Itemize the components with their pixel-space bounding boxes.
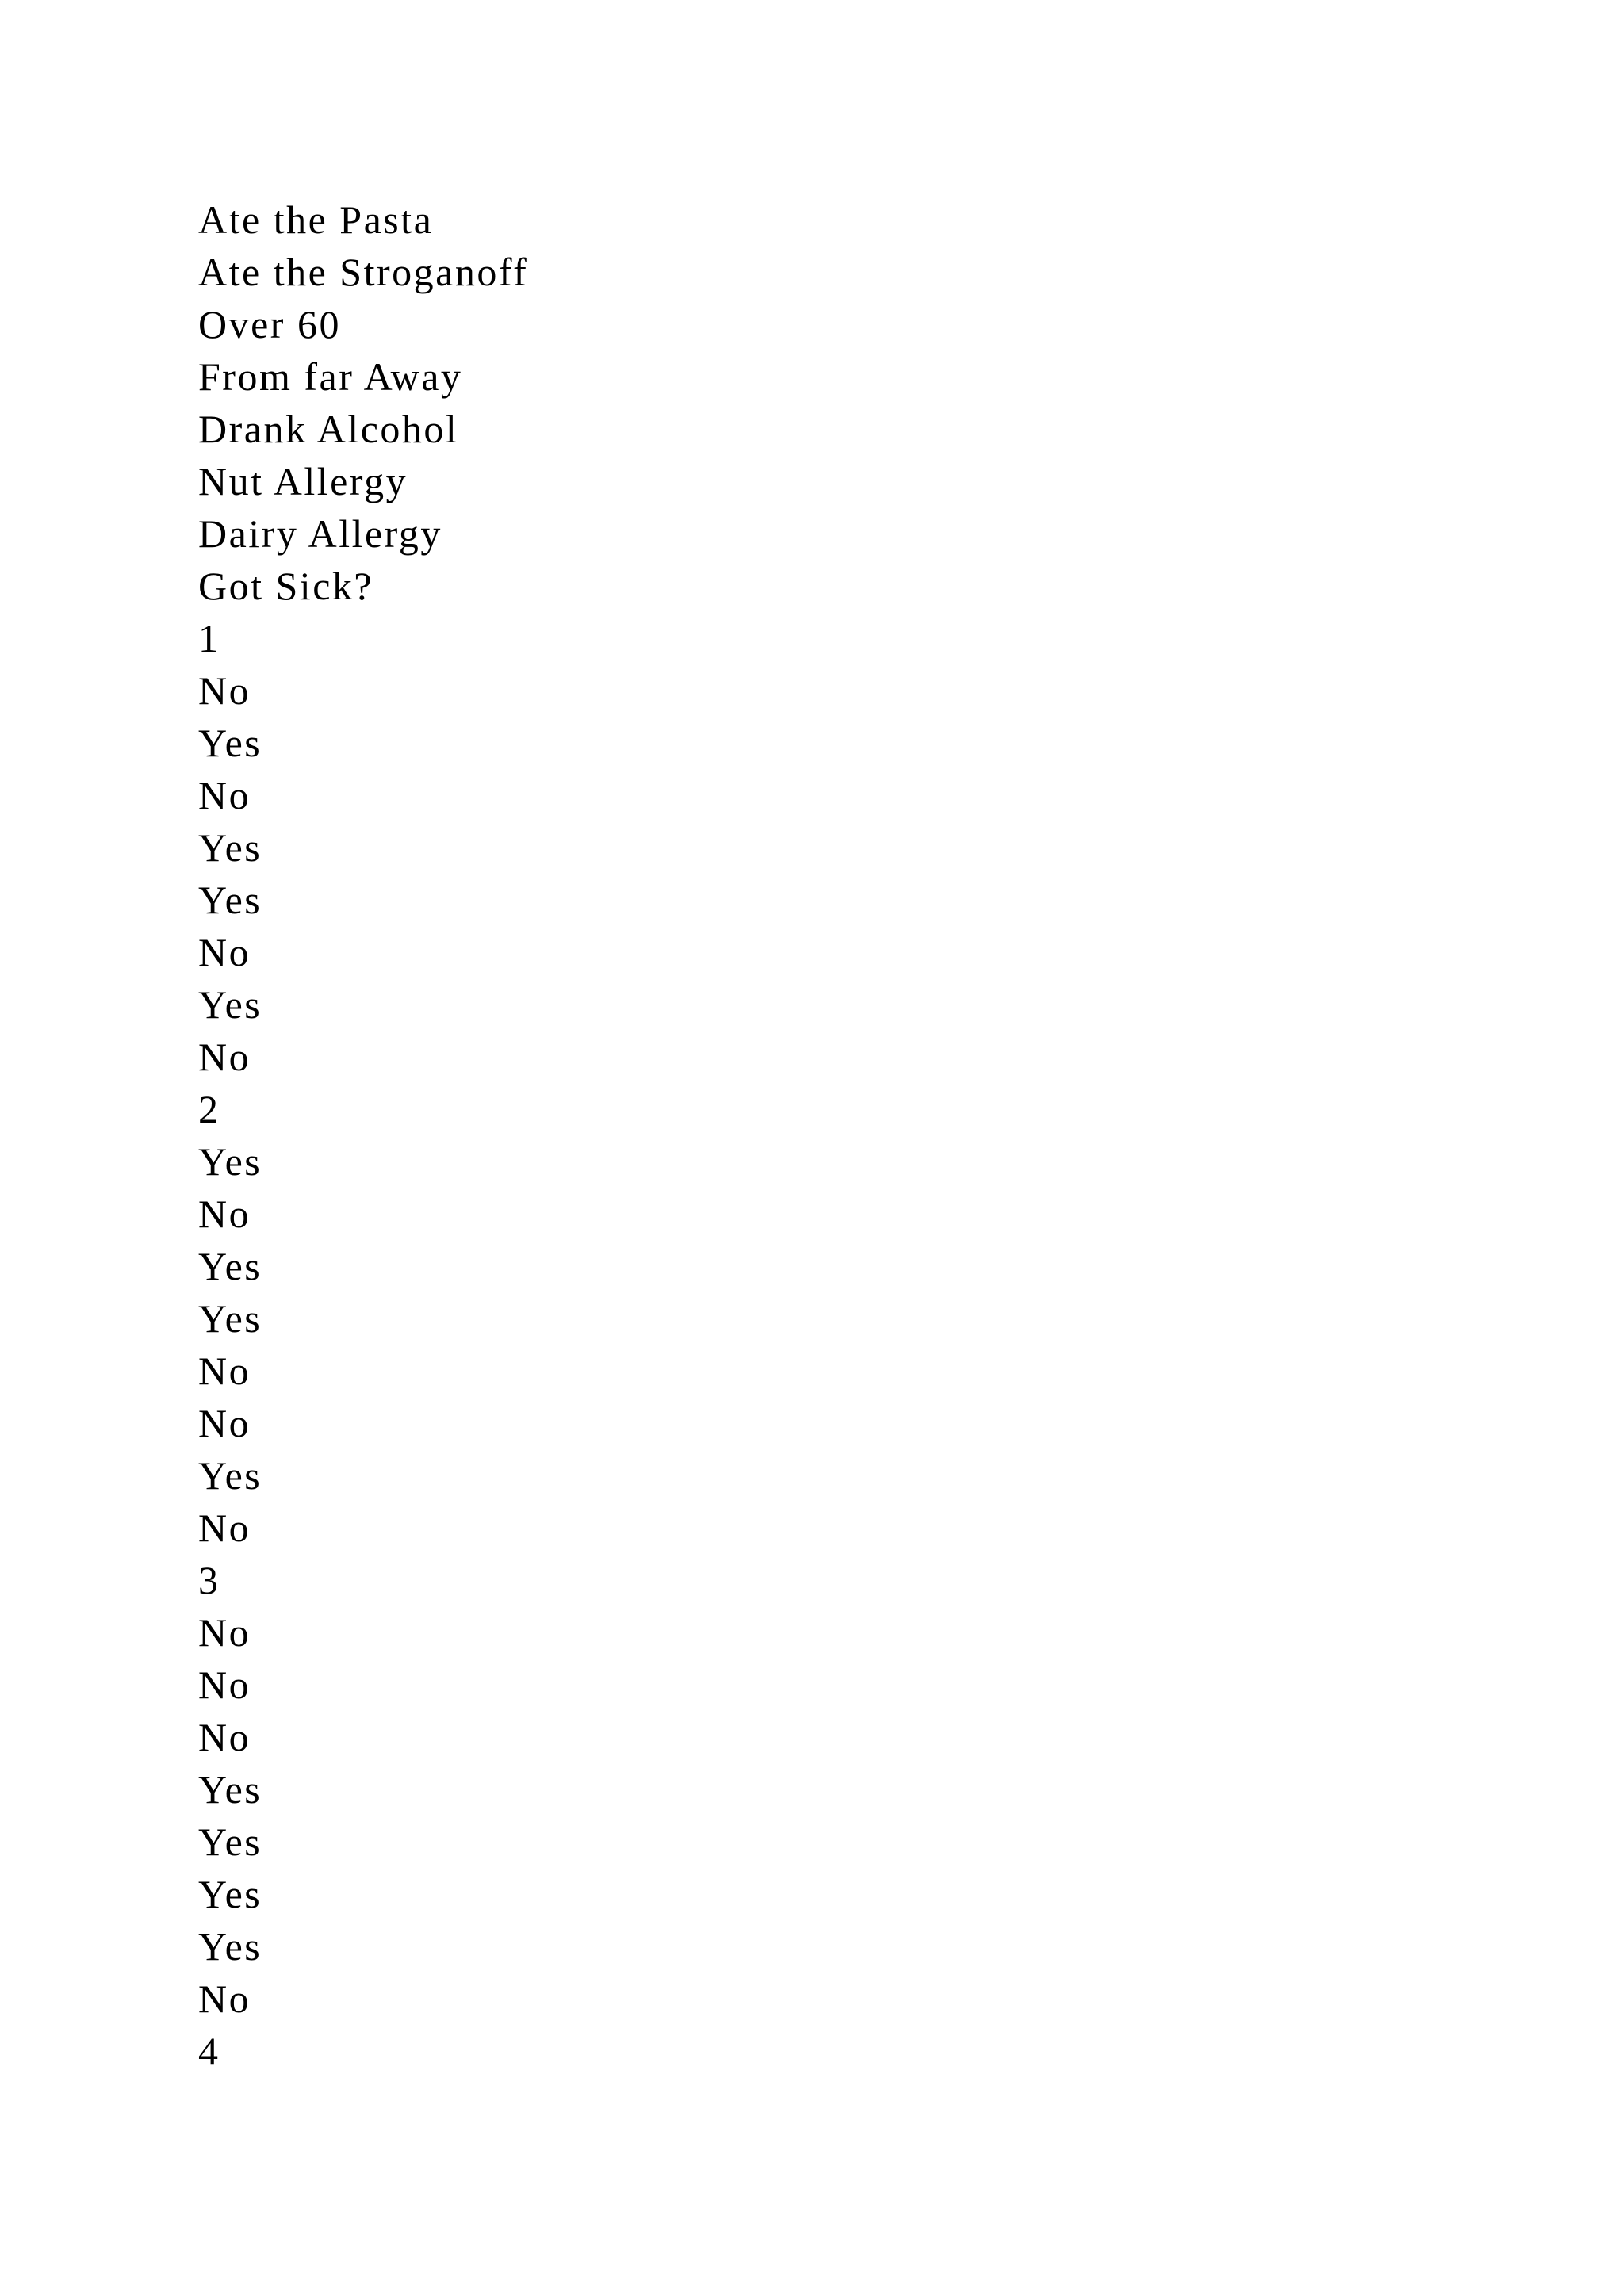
record-value: No	[198, 773, 251, 817]
record-value: Yes	[198, 1453, 262, 1498]
record-value: No	[198, 1349, 251, 1393]
record-value: Yes	[198, 1244, 262, 1288]
record-value: Yes	[198, 1924, 262, 1969]
header-ate-pasta: Ate the Pasta	[198, 197, 434, 242]
record-value: No	[198, 930, 251, 974]
record-number: 3	[198, 1558, 220, 1602]
record-value: Yes	[198, 721, 262, 765]
header-from-far-away: From far Away	[198, 354, 463, 399]
record-value: No	[198, 1506, 251, 1550]
header-ate-stroganoff: Ate the Stroganoff	[198, 250, 529, 294]
record-value: No	[198, 1715, 251, 1759]
record-value: Yes	[198, 1820, 262, 1864]
record-number: 1	[198, 616, 220, 660]
header-over-60: Over 60	[198, 302, 341, 346]
record-value: Yes	[198, 982, 262, 1027]
record-value: No	[198, 1610, 251, 1655]
header-dairy-allergy: Dairy Allergy	[198, 511, 442, 556]
record-value: No	[198, 1663, 251, 1707]
text-lines	[198, 193, 528, 2077]
record-value: No	[198, 1192, 251, 1236]
record-number: 4	[198, 2029, 220, 2073]
header-drank-alcohol: Drank Alcohol	[198, 407, 459, 451]
record-value: No	[198, 1976, 251, 2021]
header-got-sick: Got Sick?	[198, 564, 374, 608]
record-number: 2	[198, 1087, 220, 1131]
record-value: No	[198, 668, 251, 713]
header-nut-allergy: Nut Allergy	[198, 459, 408, 503]
record-value: Yes	[198, 1872, 262, 1916]
record-value: No	[198, 1035, 251, 1079]
record-value: Yes	[198, 1767, 262, 1812]
record-value: No	[198, 1401, 251, 1445]
record-value: Yes	[198, 1139, 262, 1184]
record-value: Yes	[198, 825, 262, 870]
record-value: Yes	[198, 1296, 262, 1341]
record-value: Yes	[198, 878, 262, 922]
